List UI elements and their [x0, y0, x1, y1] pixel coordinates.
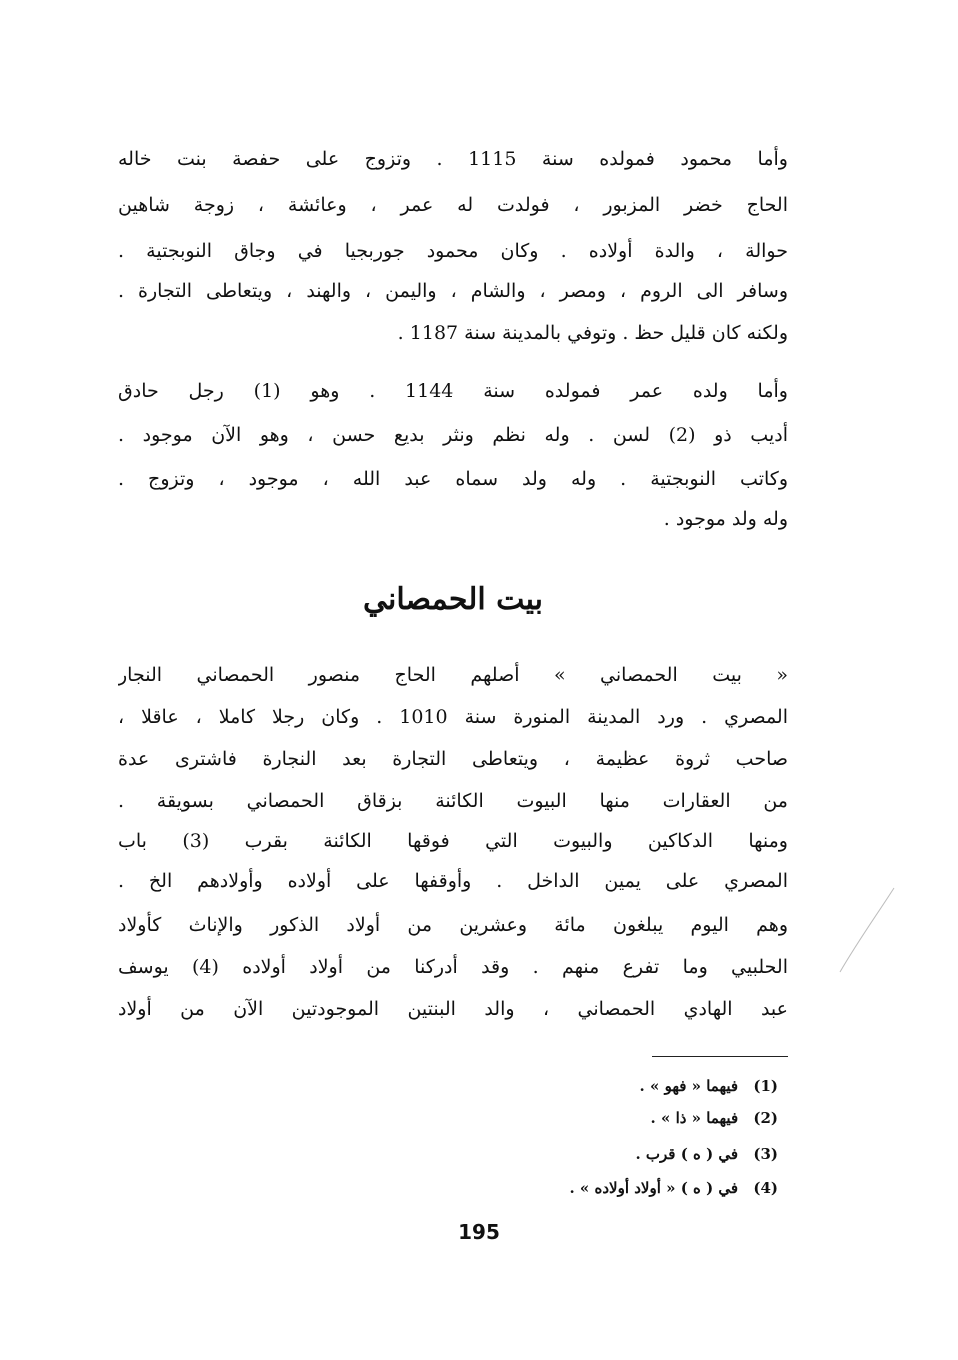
footnote-separator	[652, 1056, 788, 1057]
paragraph-3-line-1: « بيت الحمصاني » أصلهم الحاج منصور الحمصاني النجار	[118, 664, 788, 686]
paragraph-3-line-8: الحلبيي وما تفرع منهم . وقد أدركنا من أولاد أولاده (4) يوسف	[118, 956, 788, 978]
paragraph-2-line-3: وكاتب النوبجتية . وله ولد سماه عبد الله ، موجود ، وتزوج .	[118, 468, 788, 490]
paragraph-3-line-2: المصري . ورد المدينة المنورة سنة 1010 . وكان رجلا كاملا ، عاقلا ،	[118, 706, 788, 728]
paragraph-3-line-4: من العقارات منها البيوت الكائنة بزقاق الحمصاني بسويقة .	[118, 790, 788, 812]
paragraph-3-line-7: وهم اليوم يبلغون مائة وعشرين من أولاد الذكور والإناث كأولاد	[118, 914, 788, 936]
paragraph-3-line-9: عبد الهادي الحمصاني ، والد البنتين الموجودتين الآن من أولاد	[118, 998, 788, 1020]
footnote-number: (1)	[753, 1077, 778, 1095]
margin-mark	[836, 886, 896, 976]
paragraph-3-line-6: المصري على يمين الداخل . وأوقفها على أولاده وأولادهم الخ .	[118, 870, 788, 892]
paragraph-1-line-5: ولكنه كان قليل حظ . وتوفي بالمدينة سنة 1187 .	[397, 322, 788, 344]
footnote-text: فيهما « ذا » .	[650, 1109, 739, 1127]
footnote-1	[400, 1072, 778, 1100]
paragraph-1-line-3: حوالة ، والدة أولاده . وكان محمود جوربجيا في وجاق النوبجتية .	[118, 240, 788, 262]
footnote-number: (2)	[753, 1109, 778, 1127]
footnote-text: فيهما « فهو » .	[639, 1077, 739, 1095]
footnote-3	[400, 1140, 778, 1168]
paragraph-2-line-1: وأما ولده عمر فمولده سنة 1144 . وهو (1) رجل حادق	[118, 380, 788, 402]
footnote-number: (4)	[753, 1179, 778, 1197]
paragraph-1-line-1: وأما محمود فمولده سنة 1115 . وتزوج على حفصة بنت خاله	[118, 148, 788, 170]
paragraph-3-line-3: صاحب ثروة عظيمة ، ويتعاطى التجارة بعد النجارة فاشترى عدة	[118, 748, 788, 770]
paragraph-2-line-2: أديب ذو (2) لسن . وله نظم ونثر بديع حسن ، وهو الآن موجود .	[118, 424, 788, 446]
footnote-number: (3)	[753, 1145, 778, 1163]
paragraph-3-line-5: ومنها الدكاكين والبيوت التي فوقها الكائنة بقرب (3) باب	[118, 830, 788, 852]
footnote-4	[400, 1174, 778, 1202]
footnote-text: في ( ه ) قرب .	[635, 1145, 739, 1163]
page-number: 195	[458, 1220, 500, 1244]
paragraph-1-line-2: الحاج خضر المزبور ، فولدت له عمر ، وعائشة ، زوجة شاهين	[118, 194, 788, 216]
section-heading: بيت الحمصاني	[363, 582, 543, 617]
paragraph-2-line-4: وله ولد موجود .	[663, 508, 788, 530]
footnote-2	[400, 1104, 778, 1132]
paragraph-1-line-4: وسافر الى الروم ، ومصر ، والشام ، واليمن ، والهند ، ويتعاطى التجارة .	[118, 280, 788, 302]
footnote-text: في ( ه ) « أولاد أولاده » .	[569, 1179, 739, 1197]
